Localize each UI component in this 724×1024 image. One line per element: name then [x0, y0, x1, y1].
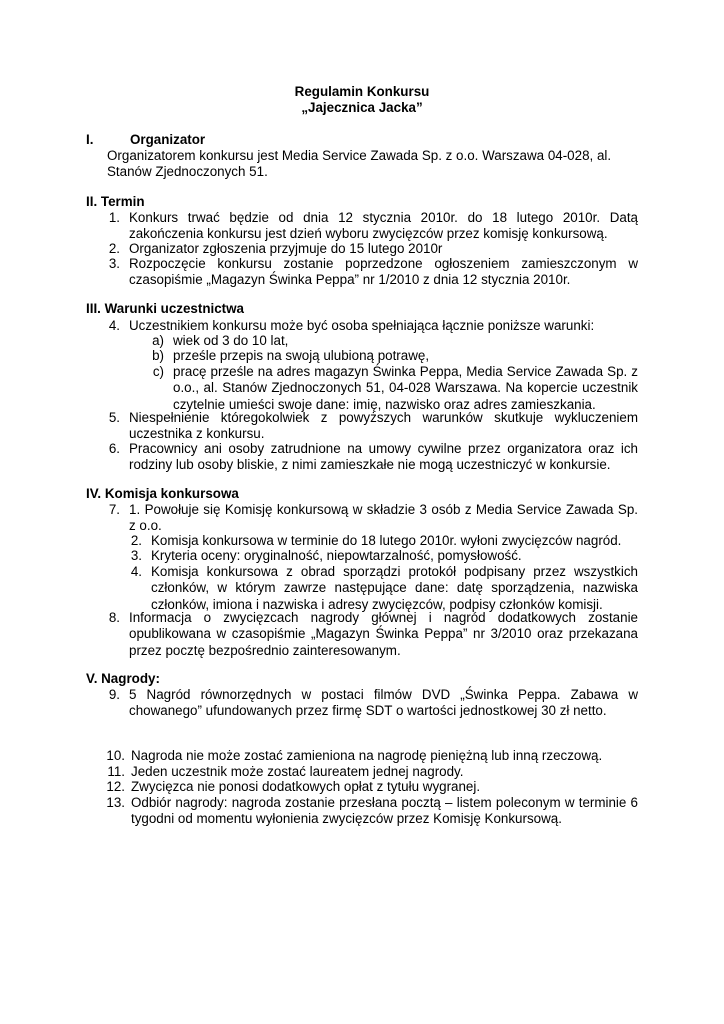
- item-2-text: Organizator zgłoszenia przyjmuje do 15 lutego 2010r: [129, 241, 443, 256]
- item-10-number: 10.: [106, 748, 125, 763]
- item-7-number: 7.: [108, 502, 120, 517]
- item-5-text: Niespełnienie któregokolwiek z powyższych warunków skutkuje wykluczeniem uczestnika z konkursu.: [129, 410, 638, 442]
- committee-4-number: 4.: [130, 564, 142, 579]
- item-9-text: 5 Nagród równorzędnych w postaci filmów DVD „Świnka Peppa. Zabawa w chowanego” ufundowanych przez firmę SDT o wartości jednostkowej 30 zł netto.: [129, 687, 638, 719]
- section-1-heading: Organizator: [130, 132, 206, 147]
- item-11-text: Jeden uczestnik może zostać laureatem jednej nagrody.: [131, 764, 464, 779]
- condition-b-letter: b): [152, 348, 164, 363]
- item-10-text: Nagroda nie może zostać zamieniona na nagrodę pieniężną lub inną rzeczową.: [131, 748, 603, 763]
- committee-4-text: Komisja konkursowa z obrad sporządzi protokół podpisany przez wszystkich członków, w którym zawrze następujące dane: datę sporządzenia, nazwiska członków, imiona i nazwiska i adresy zwycięzców, podpisy członków komisji.: [151, 564, 638, 612]
- document-title: Regulamin Konkursu: [294, 84, 430, 99]
- section-5-heading: V. Nagrody:: [86, 671, 160, 686]
- item-1-number: 1.: [108, 210, 120, 225]
- item-6-text: Pracownicy ani osoby zatrudnione na umowy cywilne przez organizatora oraz ich rodziny lub osoby bliskie, z nimi zamieszkałe nie mogą uczestniczyć w konkursie.: [129, 441, 638, 473]
- item-9-number: 9.: [108, 687, 120, 702]
- section-1-number: I.: [86, 132, 94, 147]
- item-7-text: 1. Powołuje się Komisję konkursową w składzie 3 osób z Media Service Zawada Sp. z o.o.: [129, 502, 638, 534]
- condition-c-text: pracę prześle na adres magazyn Świnka Peppa, Media Service Zawada Sp. z o.o., al. Stanów Zjednoczonych 51, 04-028 Warszawa. Na kopercie uczestnik czytelnie umieści swoje dane: imię, nazwisko oraz adres zamieszkania.: [173, 364, 638, 412]
- item-3-text: Rozpoczęcie konkursu zostanie poprzedzone ogłoszeniem zamieszczonym w czasopiśmie „Magazyn Świnka Peppa” nr 1/2010 z dnia 12 stycznia 2010r.: [129, 256, 638, 288]
- condition-c-letter: c): [152, 364, 164, 379]
- section-4-heading: IV. Komisja konkursowa: [86, 486, 239, 501]
- item-8-number: 8.: [108, 610, 120, 625]
- item-12-number: 12.: [106, 779, 125, 794]
- item-11-number: 11.: [107, 764, 125, 779]
- item-13-number: 13.: [106, 795, 125, 810]
- committee-3-number: 3.: [130, 548, 142, 563]
- item-2-number: 2.: [108, 241, 120, 256]
- committee-3-text: Kryteria oceny: oryginalność, niepowtarzalność, pomysłowość.: [151, 548, 522, 563]
- section-3-heading: III. Warunki uczestnictwa: [86, 301, 244, 316]
- section-1-text: Organizatorem konkursu jest Media Service Zawada Sp. z o.o. Warszawa 04-028, al. Stanów Zjednoczonych 51.: [107, 148, 612, 180]
- item-5-number: 5.: [108, 410, 120, 425]
- item-8-text: Informacja o zwycięzcach nagrody głównej i nagród dodatkowych zostanie opublikowana w czasopiśmie „Magazyn Świnka Peppa” nr 3/2010 oraz przekazana przez pocztę bezpośrednio zainteresowanym.: [129, 610, 638, 658]
- document-subtitle: „Jajecznica Jacka”: [301, 100, 423, 115]
- item-1-text: Konkurs trwać będzie od dnia 12 stycznia 2010r. do 18 lutego 2010r. Datą zakończenia konkursu jest dzień wyboru zwycięzców przez komisję konkursową.: [129, 210, 638, 242]
- committee-2-number: 2.: [130, 533, 142, 548]
- item-3-number: 3.: [108, 256, 120, 271]
- item-4-text: Uczestnikiem konkursu może być osoba spełniająca łącznie poniższe warunki:: [129, 318, 595, 333]
- condition-b-text: prześle przepis na swoją ulubioną potrawę,: [173, 348, 430, 363]
- committee-2-text: Komisja konkursowa w terminie do 18 lutego 2010r. wyłoni zwycięzców nagród.: [151, 533, 622, 548]
- item-4-number: 4.: [108, 318, 120, 333]
- item-13-text: Odbiór nagrody: nagroda zostanie przesłana pocztą – listem poleconym w terminie 6 tygodni od momentu wyłonienia zwycięzców przez Komisję Konkursową.: [131, 795, 638, 827]
- condition-a-text: wiek od 3 do 10 lat,: [173, 333, 289, 348]
- condition-a-letter: a): [152, 333, 164, 348]
- item-6-number: 6.: [108, 441, 120, 456]
- item-12-text: Zwycięzca nie ponosi dodatkowych opłat z tytułu wygranej.: [131, 779, 481, 794]
- section-2-heading: II. Termin: [86, 194, 145, 209]
